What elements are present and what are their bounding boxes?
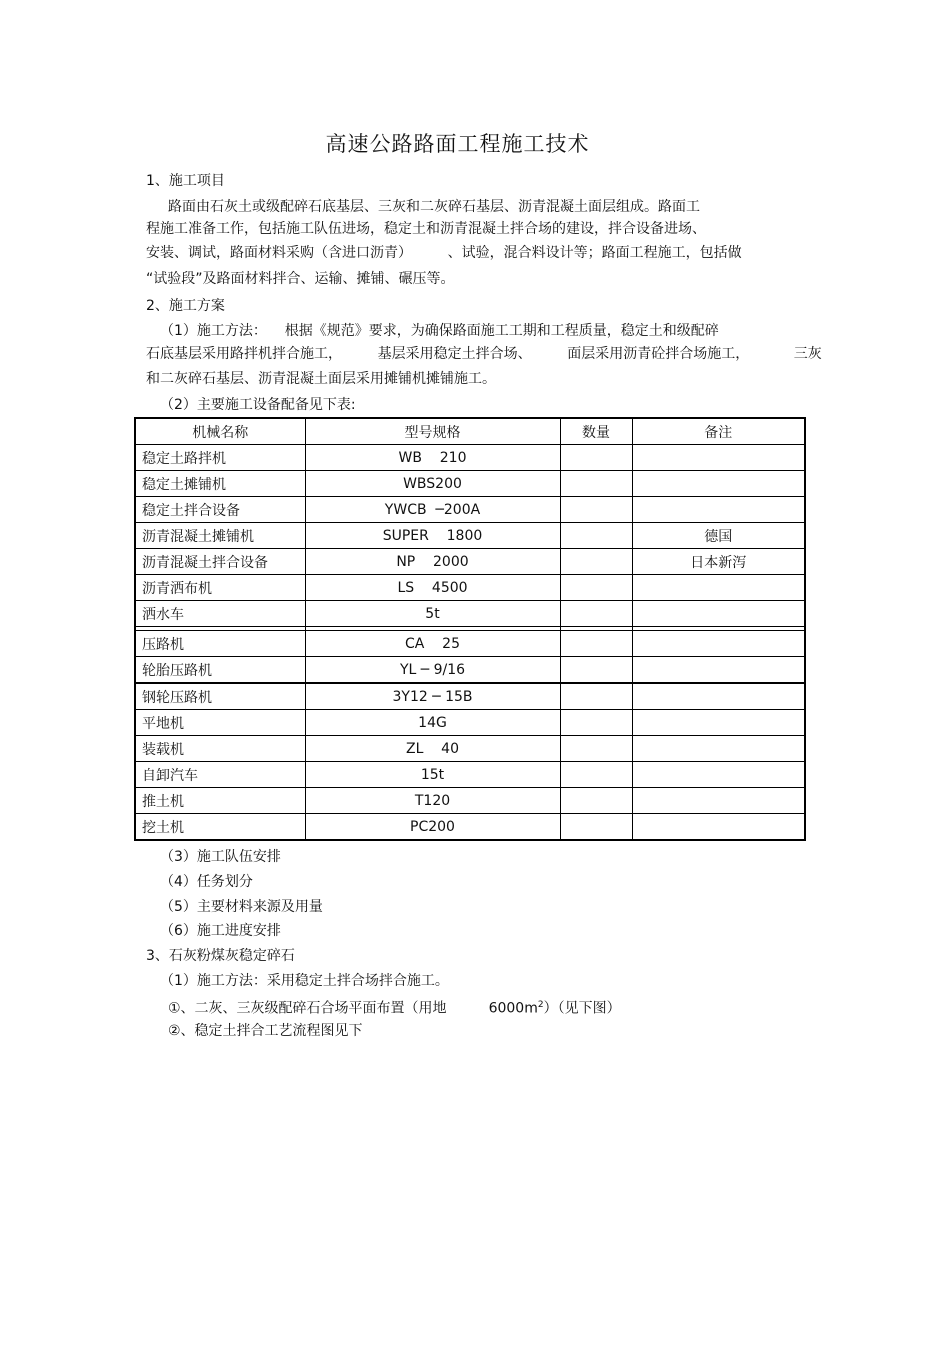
- area-unit-superscript: 2: [537, 1000, 544, 1010]
- cell-machine-name: 稳定土摊铺机: [135, 471, 305, 497]
- section-3-heading: 3、石灰粉煤灰稳定碎石: [146, 948, 295, 964]
- table-row: [135, 762, 805, 788]
- cell-model-spec: CA 25: [305, 631, 560, 657]
- cell-machine-name: 钢轮压路机: [135, 683, 305, 710]
- cell-machine-name: 洒水车: [135, 601, 305, 627]
- header-remarks: 备注: [632, 418, 805, 445]
- cell-quantity: [560, 736, 632, 762]
- cell-model-spec: WB 210: [305, 445, 560, 471]
- cell-model-spec: YL ─ 9/16: [305, 657, 560, 684]
- cell-remarks: 德国: [632, 523, 805, 549]
- cell-remarks: [632, 445, 805, 471]
- cell-quantity: [560, 710, 632, 736]
- cell-quantity: [560, 762, 632, 788]
- cell-quantity: [560, 523, 632, 549]
- cell-model-spec: 3Y12 ─ 15B: [305, 683, 560, 710]
- cell-model-spec: YWCB ─200A: [305, 497, 560, 523]
- cell-quantity: [560, 549, 632, 575]
- paragraph-line: 安装、调试，路面材料采购（含进口沥青） 、试验，混合料设计等；路面工程施工，包括做: [146, 245, 742, 261]
- cell-machine-name: 自卸汽车: [135, 762, 305, 788]
- cell-model-spec: 15t: [305, 762, 560, 788]
- cell-quantity: [560, 631, 632, 657]
- cell-machine-name: 挖土机: [135, 814, 305, 841]
- document-title: 高速公路路面工程施工技术: [325, 132, 590, 156]
- paragraph-line: （1）施工方法：采用稳定土拌合场拌合施工。: [160, 973, 449, 989]
- equipment-table: [134, 417, 806, 841]
- paragraph-line: “试验段”及路面材料拌合、运输、摊铺、碾压等。: [146, 271, 455, 287]
- cell-quantity: [560, 814, 632, 841]
- table-row: [135, 497, 805, 523]
- cell-remarks: [632, 497, 805, 523]
- header-machine-name: 机械名称: [135, 418, 305, 445]
- cell-model-spec: LS 4500: [305, 575, 560, 601]
- layout-text-end: ）（见下图）: [543, 1000, 621, 1017]
- cell-remarks: [632, 471, 805, 497]
- cell-machine-name: 沥青洒布机: [135, 575, 305, 601]
- cell-remarks: [632, 814, 805, 841]
- paragraph-line: 和二灰碎石基层、沥青混凝土面层采用摊铺机摊铺施工。: [146, 371, 496, 387]
- area-value: 6000m: [488, 1000, 538, 1017]
- cell-model-spec: NP 2000: [305, 549, 560, 575]
- table-header-row: [135, 418, 805, 445]
- list-item: （6）施工进度安排: [160, 923, 281, 939]
- cell-remarks: [632, 736, 805, 762]
- section-1-heading: 1、施工项目: [146, 173, 225, 189]
- list-item: （4）任务划分: [160, 874, 253, 890]
- cell-quantity: [560, 445, 632, 471]
- cell-quantity: [560, 471, 632, 497]
- cell-machine-name: 推土机: [135, 788, 305, 814]
- cell-model-spec: 14G: [305, 710, 560, 736]
- cell-remarks: [632, 631, 805, 657]
- paragraph-line: [168, 996, 621, 1018]
- layout-text: ①、二灰、三灰级配碎石合场平面布置（用地: [168, 1000, 447, 1017]
- cell-quantity: [560, 657, 632, 684]
- cell-model-spec: PC200: [305, 814, 560, 841]
- cell-remarks: [632, 657, 805, 684]
- table-row: [135, 710, 805, 736]
- table-row: [135, 788, 805, 814]
- cell-remarks: [632, 601, 805, 627]
- table-row: [135, 445, 805, 471]
- table-row: [135, 631, 805, 657]
- paragraph-line: 路面由石灰土或级配碎石底基层、三灰和二灰碎石基层、沥青混凝土面层组成。路面工: [168, 199, 700, 215]
- table-row: [135, 683, 805, 710]
- cell-remarks: [632, 575, 805, 601]
- paragraph-line: ②、稳定土拌合工艺流程图见下: [168, 1023, 363, 1039]
- table-row: [135, 575, 805, 601]
- cell-model-spec: ZL 40: [305, 736, 560, 762]
- cell-remarks: 日本新泻: [632, 549, 805, 575]
- paragraph-line: 石底基层采用路拌机拌合施工， 基层采用稳定土拌合场、 面层采用沥青砼拌合场施工， 三灰: [146, 346, 822, 362]
- table-row: [135, 814, 805, 841]
- cell-machine-name: 装载机: [135, 736, 305, 762]
- cell-quantity: [560, 601, 632, 627]
- cell-remarks: [632, 788, 805, 814]
- cell-machine-name: 沥青混凝土拌合设备: [135, 549, 305, 575]
- cell-quantity: [560, 788, 632, 814]
- cell-machine-name: 沥青混凝土摊铺机: [135, 523, 305, 549]
- cell-quantity: [560, 575, 632, 601]
- cell-model-spec: WBS200: [305, 471, 560, 497]
- paragraph-line: （1）施工方法： 根据《规范》要求，为确保路面施工工期和工程质量，稳定土和级配碎: [160, 323, 719, 339]
- table-row: [135, 601, 805, 627]
- header-quantity: 数量: [560, 418, 632, 445]
- cell-model-spec: SUPER 1800: [305, 523, 560, 549]
- paragraph-line: 程施工准备工作，包括施工队伍进场，稳定土和沥青混凝土拌合场的建设，拌合设备进场、: [146, 221, 706, 237]
- cell-machine-name: 压路机: [135, 631, 305, 657]
- cell-machine-name: 轮胎压路机: [135, 657, 305, 684]
- cell-remarks: [632, 762, 805, 788]
- header-model-spec: 型号规格: [305, 418, 560, 445]
- list-item: （5）主要材料来源及用量: [160, 899, 323, 915]
- table-row: [135, 657, 805, 684]
- cell-model-spec: 5t: [305, 601, 560, 627]
- cell-machine-name: 平地机: [135, 710, 305, 736]
- section-2-heading: 2、施工方案: [146, 298, 225, 314]
- table-caption: （2）主要施工设备配备见下表:: [160, 397, 356, 413]
- cell-remarks: [632, 710, 805, 736]
- cell-quantity: [560, 497, 632, 523]
- cell-quantity: [560, 683, 632, 710]
- cell-remarks: [632, 683, 805, 710]
- cell-machine-name: 稳定土路拌机: [135, 445, 305, 471]
- cell-model-spec: T120: [305, 788, 560, 814]
- table-row: [135, 471, 805, 497]
- table-row: [135, 523, 805, 549]
- table-row: [135, 549, 805, 575]
- list-item: （3）施工队伍安排: [160, 849, 281, 865]
- table-row: [135, 736, 805, 762]
- cell-machine-name: 稳定土拌合设备: [135, 497, 305, 523]
